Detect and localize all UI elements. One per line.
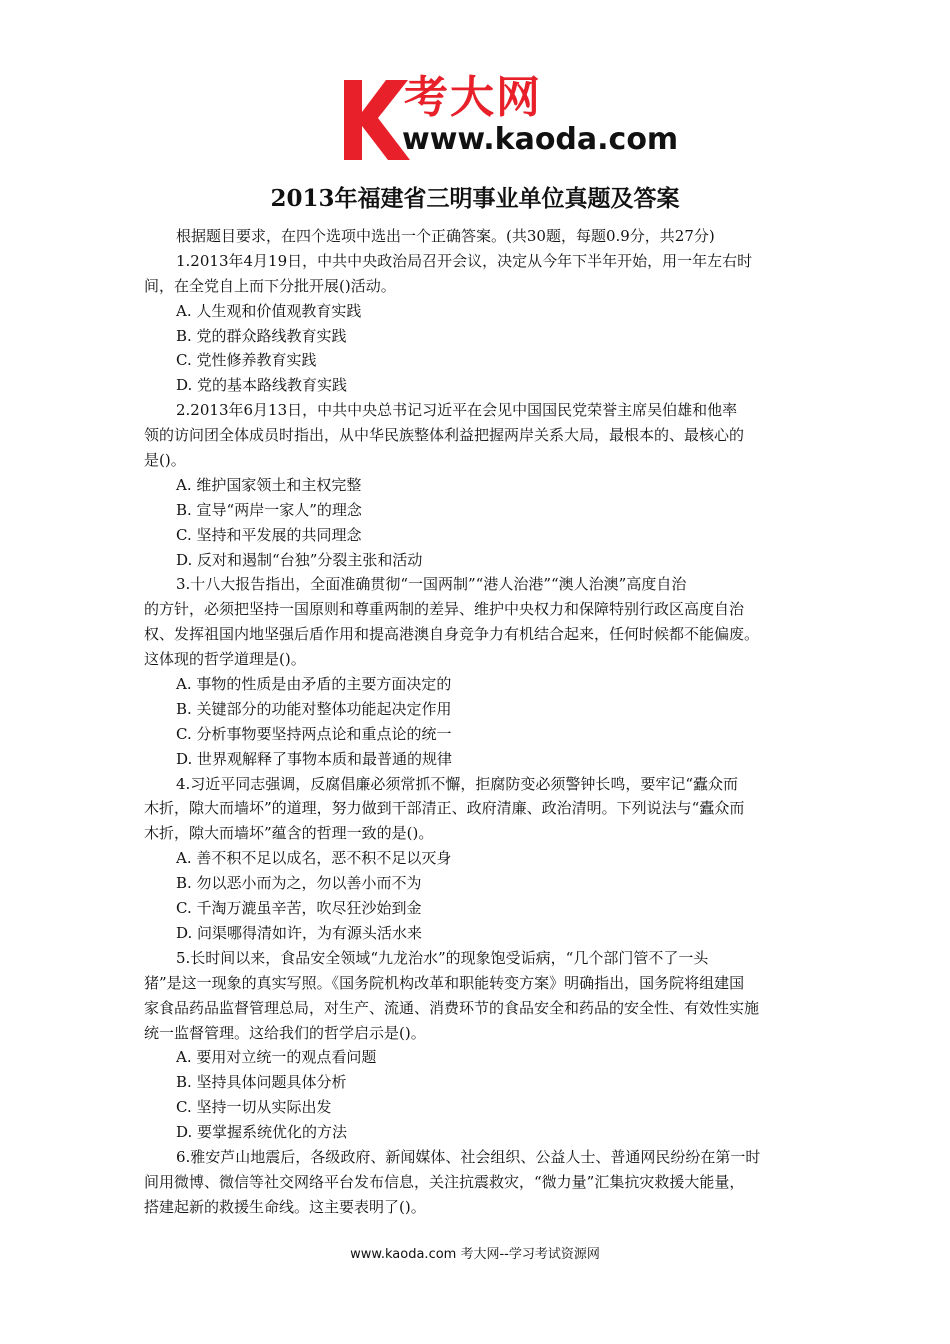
text-line: D. 要掌握系统优化的方法 bbox=[176, 1123, 348, 1142]
text-line: 6.雅安芦山地震后，各级政府、新闻媒体、社会组织、公益人士、普通网民纷纷在第一时 bbox=[176, 1147, 761, 1166]
text-line: 权、发挥祖国内地坚强后盾作用和提高港澳自身竞争力有机结合起来，任何时候都不能偏废。 bbox=[144, 625, 760, 644]
text-line: 搭建起新的救援生命线。这主要表明了()。 bbox=[144, 1197, 426, 1216]
text-line: 1.2013年4月19日，中共中央政治局召开会议，决定从今年下半年开始，用一年左右时 bbox=[176, 251, 753, 270]
text-line: B. 坚持具体问题具体分析 bbox=[176, 1073, 347, 1092]
text-line: 这体现的哲学道理是()。 bbox=[144, 650, 306, 669]
text-line: 根据题目要求，在四个选项中选出一个正确答案。(共30题，每题0.9分，共27分) bbox=[176, 227, 715, 245]
text-line: B. 勿以恶小而为之，勿以善小而不为 bbox=[176, 874, 422, 893]
text-line: 领的访问团全体成员时指出，从中华民族整体利益把握两岸关系大局，最根本的、最核心的 bbox=[144, 426, 745, 445]
text-line: 2.2013年6月13日，中共中央总书记习近平在会见中国国民党荣誉主席吴伯雄和他率 bbox=[176, 401, 738, 420]
text-line: 5.长时间以来，食品安全领域“九龙治水”的现象饱受诟病，“几个部门管不了一头 bbox=[176, 948, 709, 967]
text-line: 间用微博、微信等社交网络平台发布信息，关注抗震救灾，“微力量”汇集抗灾救援大能量， bbox=[144, 1172, 745, 1191]
text-line: C. 千淘万漉虽辛苦，吹尽狂沙始到金 bbox=[176, 899, 422, 918]
document-body bbox=[144, 224, 812, 1220]
text-line: A. 人生观和价值观教育实践 bbox=[176, 301, 362, 320]
text-line: 木折，隙大而墙坏”蕴含的哲理一致的是()。 bbox=[144, 824, 434, 843]
text-line: A. 要用对立统一的观点看问题 bbox=[176, 1048, 377, 1067]
text-line: 猪”是这一现象的真实写照。《国务院机构改革和职能转变方案》明确指出，国务院将组建国 bbox=[144, 973, 745, 992]
text-line: D. 反对和遏制“台独”分裂主张和活动 bbox=[176, 550, 423, 569]
text-line: D. 世界观解释了事物本质和最普通的规律 bbox=[176, 749, 453, 768]
text-line: C. 党性修养教育实践 bbox=[176, 351, 317, 370]
text-line: 3.十八大报告指出，全面准确贯彻“一国两制”“港人治港”“澳人治澳”高度自治 bbox=[176, 575, 687, 594]
text-line: 统一监督管理。这给我们的哲学启示是()。 bbox=[144, 1023, 426, 1042]
text-line: C. 坚持和平发展的共同理念 bbox=[176, 525, 362, 544]
text-line: A. 善不积不足以成名，恶不积不足以灭身 bbox=[176, 849, 452, 868]
text-line: 家食品药品监督管理总局，对生产、流通、消费环节的食品安全和药品的安全性、有效性实施 bbox=[144, 998, 760, 1017]
text-line: 的方针，必须把坚持一国原则和尊重两制的差异、维护中央权力和保障特别行政区高度自治 bbox=[144, 600, 745, 619]
text-line: C. 坚持一切从实际出发 bbox=[176, 1098, 332, 1117]
logo-url-text: www.kaoda.com bbox=[402, 122, 679, 157]
text-line: A. 事物的性质是由矛盾的主要方面决定的 bbox=[176, 675, 452, 694]
text-line: 间，在全党自上而下分批开展()活动。 bbox=[144, 276, 396, 295]
text-line: B. 宣导“两岸一家人”的理念 bbox=[176, 500, 362, 519]
text-line: 4.习近平同志强调，反腐倡廉必须常抓不懈，拒腐防变必须警钟长鸣，要牢记“蠹众而 bbox=[176, 774, 738, 793]
text-line: C. 分析事物要坚持两点论和重点论的统一 bbox=[176, 724, 452, 743]
site-logo bbox=[340, 72, 679, 162]
logo-chinese-text: 考大网 bbox=[404, 72, 542, 123]
text-line: A. 维护国家领土和主权完整 bbox=[176, 475, 362, 494]
document-title: 2013年福建省三明事业单位真题及答案 bbox=[270, 185, 680, 212]
text-line: B. 党的群众路线教育实践 bbox=[176, 326, 347, 345]
text-line: D. 党的基本路线教育实践 bbox=[176, 376, 348, 395]
text-line: D. 问渠哪得清如许，为有源头活水来 bbox=[176, 923, 423, 942]
text-line: 木折，隙大而墙坏”的道理，努力做到干部清正、政府清廉、政治清明。下列说法与“蠹众而 bbox=[144, 799, 745, 818]
page-footer: www.kaoda.com 考大网--学习考试资源网 bbox=[350, 1247, 600, 1262]
text-line: 是()。 bbox=[144, 451, 186, 470]
text-line: B. 关键部分的功能对整体功能起决定作用 bbox=[176, 699, 452, 718]
